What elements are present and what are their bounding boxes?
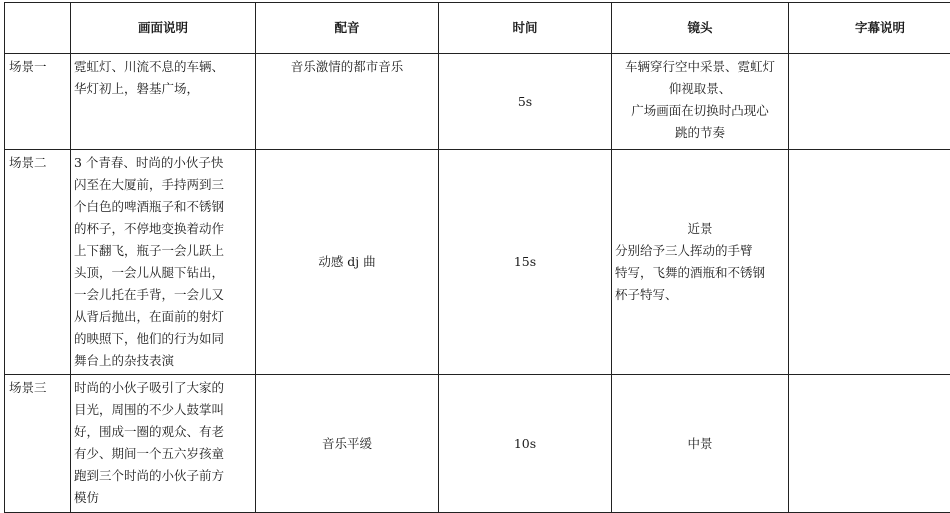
scene-subtitle <box>789 375 950 513</box>
scene-description: 3 个青春、时尚的小伙子快 闪至在大厦前，手持两到三 个白色的啤酒瓶子和不锈钢 的杯子，不停地变换着动作 上下翻飞，瓶子一会儿跃上 头顶，一会儿从腿下钻出， 一会儿托在手背，一会儿又 从背后抛出，在面前的射灯 的映照下，他们的行为如同 舞台上的杂技表演 <box>71 150 256 375</box>
header-subtitle: 字幕说明 <box>789 3 950 54</box>
scene-time: 10s <box>439 375 612 513</box>
scene-subtitle <box>789 54 950 150</box>
shot-line: 跳的节奏 <box>615 122 785 144</box>
shot-line: 车辆穿行空中采景、霓虹灯 <box>615 56 785 78</box>
scene-music: 动感 dj 曲 <box>256 150 439 375</box>
shot-line: 广场画面在切换时凸现心 <box>615 100 785 122</box>
scene-label: 场景二 <box>5 150 71 375</box>
table-row <box>5 54 950 150</box>
shot-line: 仰视取景、 <box>615 78 785 100</box>
storyboard-table <box>4 2 950 513</box>
shot-title: 中景 <box>615 433 785 455</box>
scene-shot <box>612 150 789 375</box>
header-description: 画面说明 <box>71 3 256 54</box>
scene-time: 15s <box>439 150 612 375</box>
scene-shot <box>612 375 789 513</box>
scene-label: 场景三 <box>5 375 71 513</box>
shot-title: 近景 <box>615 218 785 240</box>
header-row <box>5 3 950 54</box>
scene-description: 霓虹灯、川流不息的车辆、 华灯初上，磐基广场， <box>71 54 256 150</box>
scene-label: 场景一 <box>5 54 71 150</box>
scene-subtitle <box>789 150 950 375</box>
scene-time: 5s <box>439 54 612 150</box>
table-row <box>5 150 950 375</box>
shot-line: 分别给予三人挥动的手臂 <box>615 240 785 262</box>
shot-line: 特写，飞舞的酒瓶和不锈钢 <box>615 262 785 284</box>
shot-line: 杯子特写、 <box>615 284 785 306</box>
scene-music: 音乐激情的都市音乐 <box>256 54 439 150</box>
header-time: 时间 <box>439 3 612 54</box>
scene-music: 音乐平缓 <box>256 375 439 513</box>
header-shot: 镜头 <box>612 3 789 54</box>
scene-shot <box>612 54 789 150</box>
scene-description: 时尚的小伙子吸引了大家的 目光，周围的不少人鼓掌叫 好，围成一圈的观众、有老 有少、期间一个五六岁孩童 跑到三个时尚的小伙子前方 模仿 <box>71 375 256 513</box>
header-music: 配音 <box>256 3 439 54</box>
table-row <box>5 375 950 513</box>
header-scene <box>5 3 71 54</box>
